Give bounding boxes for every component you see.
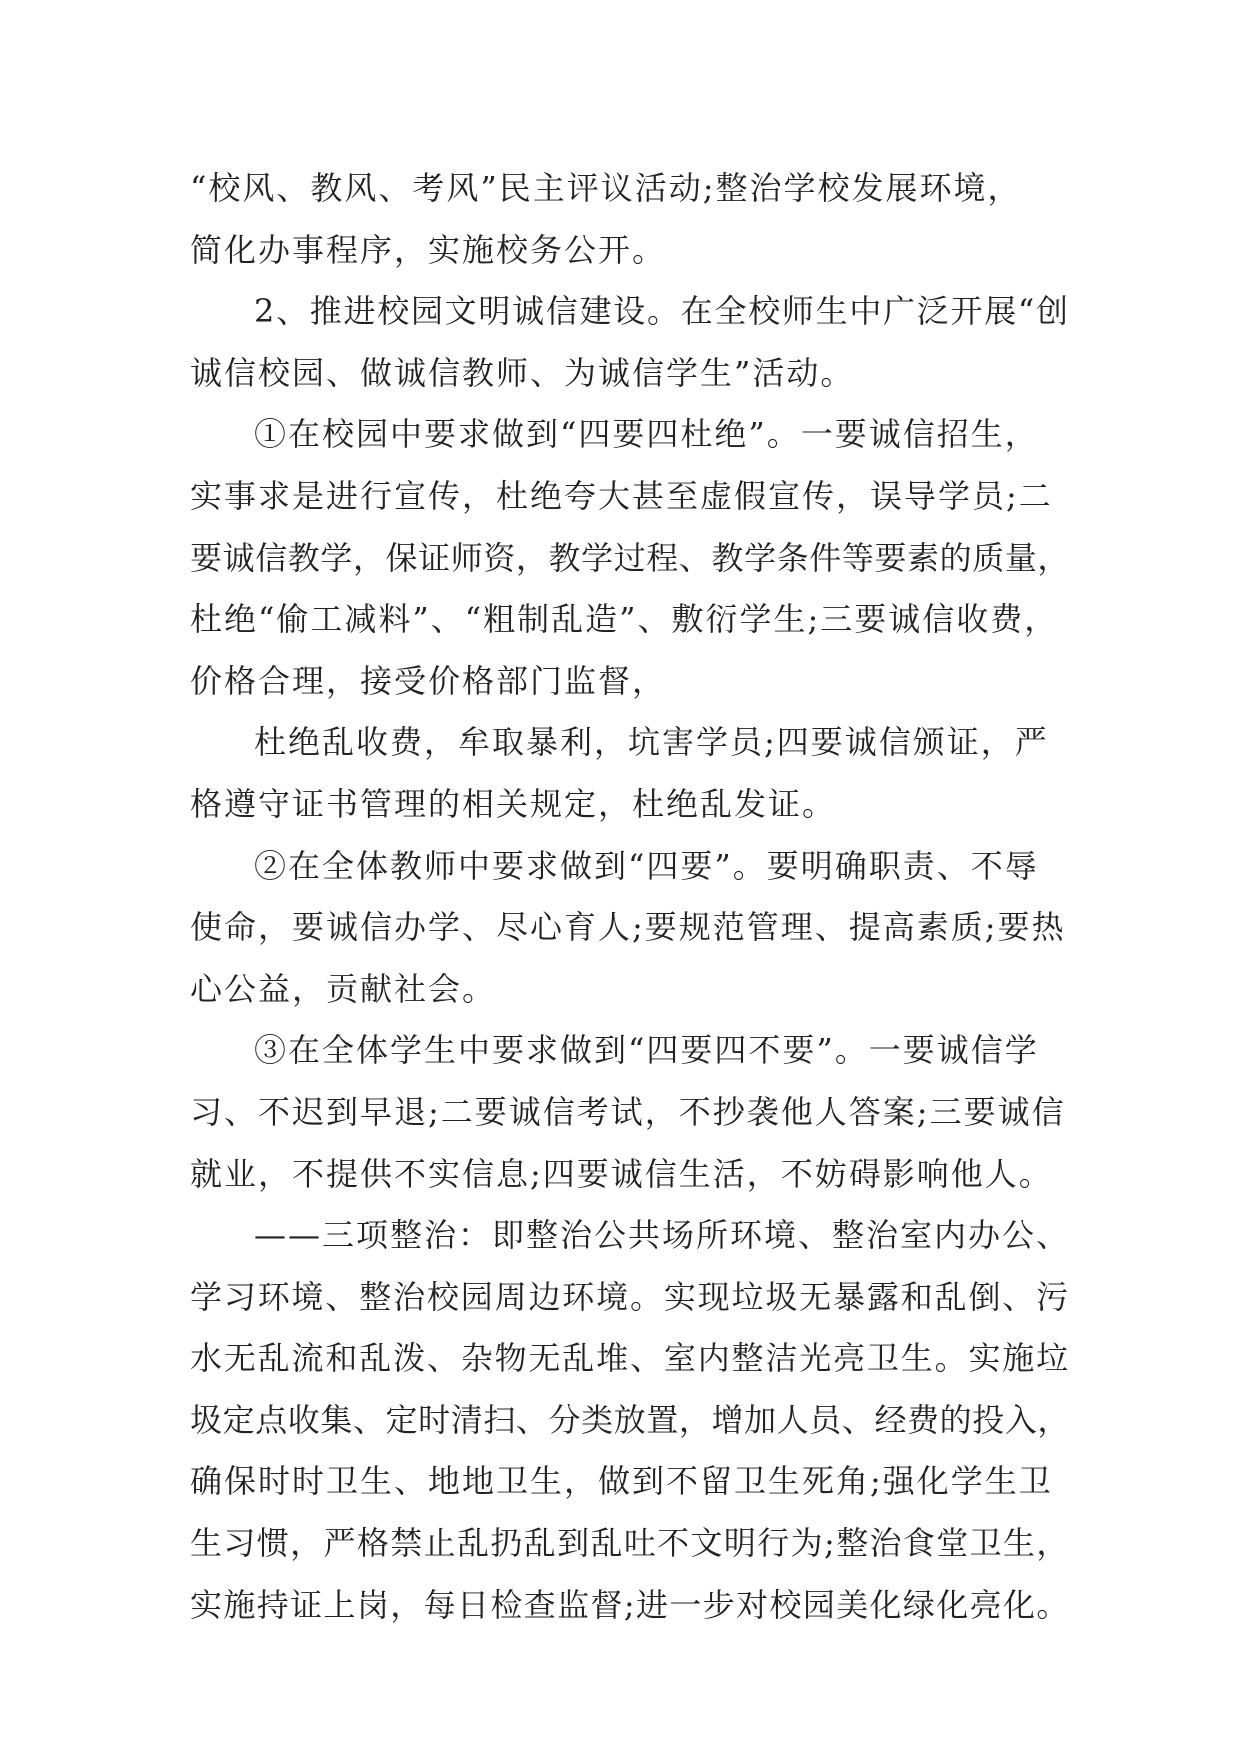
text-line: 简化办事程序，实施校务公开。 <box>190 230 667 269</box>
text-line: 诚信校园、做诚信教师、为诚信学生”活动。 <box>190 353 855 392</box>
text-line: 学习环境、整治校园周边环境。实现垃圾无暴露和乱倒、污 <box>190 1277 1071 1316</box>
text-line: 确保时时卫生、地地卫生，做到不留卫生死角;强化学生卫 <box>190 1462 1053 1501</box>
paragraph-start-line: ——三项整治：即整治公共场所环境、整治室内办公、 <box>254 1216 1071 1255</box>
text-line: 格遵守证书管理的相关规定，杜绝乱发证。 <box>190 784 837 823</box>
text-line: 杜绝“偷工减料”、“粗制乱造”、敷衍学生;三要诚信收费， <box>190 600 1059 639</box>
text-line: 要诚信教学，保证师资，教学过程、教学条件等要素的质量， <box>190 538 1071 577</box>
text-line: 实事求是进行宣传，杜绝夸大甚至虚假宣传，误导学员;二 <box>190 476 1053 515</box>
paragraph-start-line: 2、推进校园文明诚信建设。在全校师生中广泛开展“创 <box>254 292 1070 331</box>
paragraph-start-line: ①在校园中要求做到“四要四杜绝”。一要诚信招生， <box>254 415 1039 454</box>
paragraph-start-line: ③在全体学生中要求做到“四要四不要”。一要诚信学 <box>254 1031 1039 1070</box>
paragraph-start-line: 杜绝乱收费，牟取暴利，坑害学员;四要诚信颁证，严 <box>254 723 1049 762</box>
text-line: “校风、教风、考风”民主评议活动;整治学校发展环境， <box>190 169 1022 207</box>
text-line: 使命，要诚信办学、尽心育人;要规范管理、提高素质;要热 <box>190 908 1066 947</box>
text-line: 习、不迟到早退;二要诚信考试，不抄袭他人答案;三要诚信 <box>190 1092 1066 1131</box>
text-line: 价格合理，接受价格部门监督， <box>190 661 667 700</box>
text-line: 生习惯，严格禁止乱扔乱到乱吐不文明行为;整治食堂卫生， <box>190 1524 1070 1563</box>
text-line: 就业，不提供不实信息;四要诚信生活，不妨碍影响他人。 <box>190 1154 1053 1193</box>
paragraph-start-line: ②在全体教师中要求做到“四要”。要明确职责、不辱 <box>254 846 1039 885</box>
text-line: 实施持证上岗，每日检查监督;进一步对校园美化绿化亮化。 <box>190 1585 1070 1624</box>
text-line: 圾定点收集、定时清扫、分类放置，增加人员、经费的投入， <box>190 1400 1071 1439</box>
document-body <box>190 158 1070 1636</box>
text-line: 心公益，贡献社会。 <box>190 969 497 1008</box>
text-line: 水无乱流和乱泼、杂物无乱堆、室内整洁光亮卫生。实施垃 <box>190 1339 1071 1378</box>
